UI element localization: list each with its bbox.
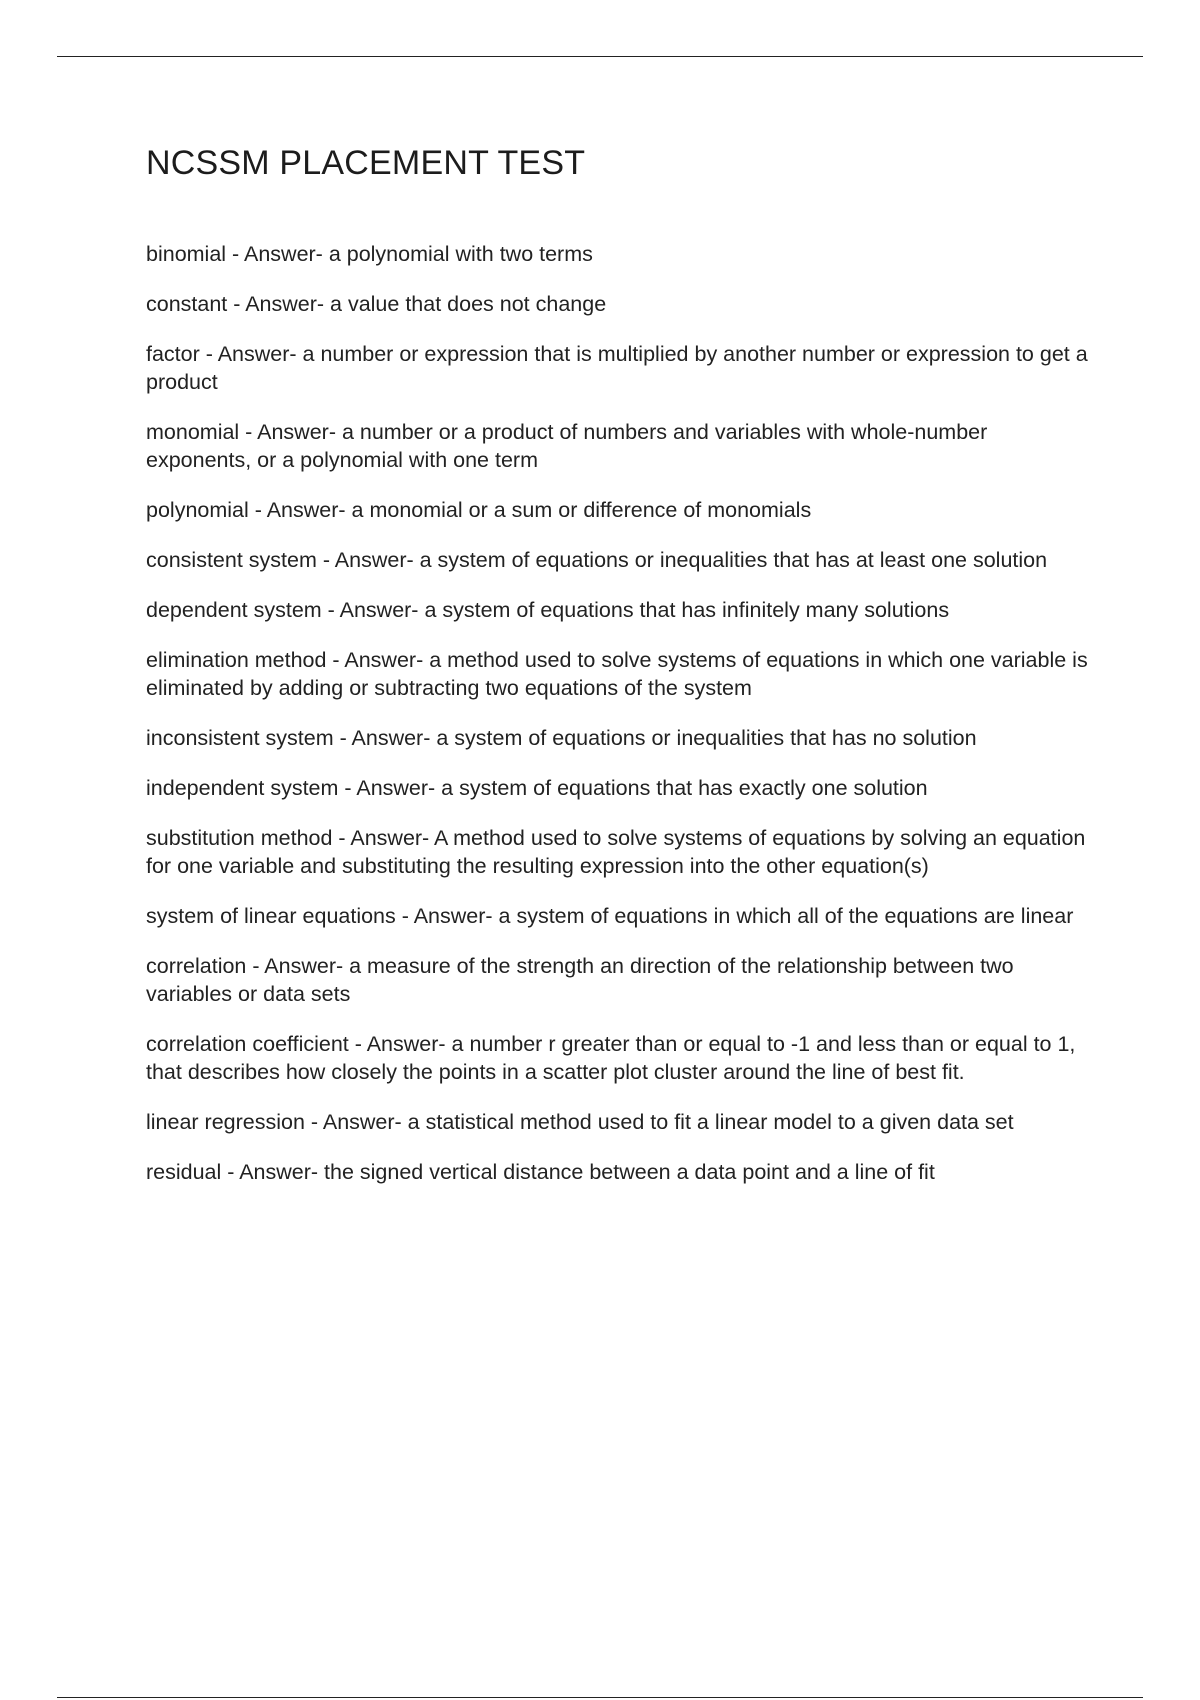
- glossary-entry: consistent system - Answer- a system of equations or inequalities that has at least one solution: [146, 548, 1048, 572]
- bottom-divider: [57, 1697, 1143, 1698]
- glossary-entry: correlation coefficient - Answer- a number r greater than or equal to -1 and less than or equal to 1, that describes how closely the points in a scatter plot cluster around the line of best fit.: [146, 1032, 1076, 1084]
- glossary-entry: inconsistent system - Answer- a system of equations or inequalities that has no solution: [146, 726, 977, 750]
- glossary-entry: binomial - Answer- a polynomial with two terms: [146, 242, 593, 266]
- page-title: NCSSM PLACEMENT TEST: [146, 144, 586, 182]
- glossary-entry: elimination method - Answer- a method used to solve systems of equations in which one variable is eliminated by adding or subtracting two equations of the system: [146, 648, 1088, 700]
- glossary-entry: correlation - Answer- a measure of the strength an direction of the relationship between two variables or data sets: [146, 954, 1014, 1006]
- glossary-entry: substitution method - Answer- A method used to solve systems of equations by solving an equation for one variable and substituting the resulting expression into the other equation(s): [146, 826, 1086, 878]
- glossary-entry: monomial - Answer- a number or a product of numbers and variables with whole-number exponents, or a polynomial with one term: [146, 420, 988, 472]
- glossary-entry: factor - Answer- a number or expression that is multiplied by another number or expression to get a product: [146, 342, 1088, 394]
- glossary-entry: polynomial - Answer- a monomial or a sum or difference of monomials: [146, 498, 812, 522]
- glossary-list: [146, 240, 1096, 1186]
- top-divider: [57, 56, 1143, 57]
- glossary-entry: dependent system - Answer- a system of equations that has infinitely many solutions: [146, 598, 950, 622]
- glossary-entry: linear regression - Answer- a statistical method used to fit a linear model to a given data set: [146, 1110, 1014, 1134]
- glossary-entry: system of linear equations - Answer- a system of equations in which all of the equations are linear: [146, 904, 1074, 928]
- glossary-entry: residual - Answer- the signed vertical distance between a data point and a line of fit: [146, 1160, 935, 1184]
- glossary-entry: independent system - Answer- a system of equations that has exactly one solution: [146, 776, 928, 800]
- glossary-entry: constant - Answer- a value that does not change: [146, 292, 607, 316]
- document-body: [146, 140, 1096, 1208]
